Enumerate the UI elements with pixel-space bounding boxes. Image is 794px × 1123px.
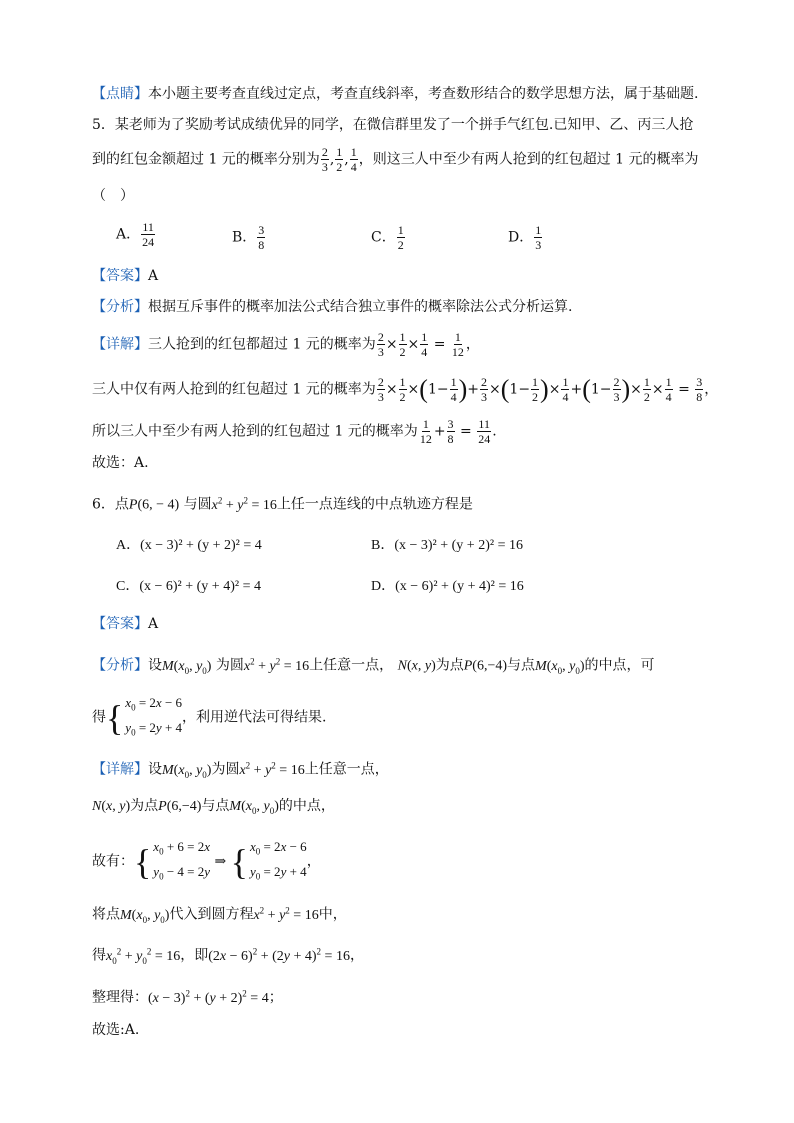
q6-choose: 故选:A. — [92, 1022, 140, 1038]
tag-answer: 【答案】 — [92, 268, 148, 284]
q5-option-b: B． $\frac{3}{8}$ — [232, 223, 265, 252]
q5-option-c: C． $\frac{1}{2}$ — [371, 223, 404, 252]
tag-detail: 【详解】 — [92, 336, 148, 353]
tag-analysis: 【分析】 — [92, 299, 148, 315]
analysis-text: 根据互斥事件的概率加法公式结合独立事件的概率除法公式分析运算. — [148, 299, 573, 315]
q5-detail2: 三人中仅有两人抢到的红包超过 1 元的概率为 $\frac{2}{3}$ × $\frac{1}{2}$ ×(1− $\frac{1}{4}$ )+ $\frac{2}{3}$ ×(1− $\frac{1}{2}$ )× $\frac{1}{4}$ +(1− $\frac{2}{3}$ )× $\frac{1}{2}$ × $\frac{1}{4}$ = $\frac{3}{8}$ ， — [92, 374, 719, 404]
q6-option-c: C．(x − 6)² + (y + 4)² = 4 — [116, 579, 261, 594]
q5-option-a: A． $\frac{11}{24}$ — [116, 220, 155, 249]
q6-option-a: A．(x − 3)² + (y + 2)² = 4 — [116, 538, 262, 553]
tag-dianjing: 【点睛】 — [92, 86, 148, 102]
q6-analysis1: 【分析】设$M(x_0$, $y_0$) 为圆$x^2 + y^2 = 16$上任意一点， N(x, y)为点P(6,−4)与点$M(x_0$, $y_0$)的中点，可 — [92, 656, 655, 676]
q6-detail5: 得$x_0^2 + y_0^2 = 16$，即$(2x - 6)^2 + (2y + 4)^2 = 16$， — [92, 946, 364, 966]
q5-detail1: 【详解】三人抢到的红包都超过 1 元的概率为 $\frac{2}{3}$ × $\frac{1}{2}$ × $\frac{1}{4}$ = $\frac{1}{12}$ ， — [92, 330, 480, 359]
answer-value: A — [148, 268, 159, 284]
q6-answer: 【答案】A — [92, 616, 159, 632]
q6-option-b: B．(x − 3)² + (y + 2)² = 16 — [371, 538, 523, 553]
q5-answer — [92, 266, 702, 286]
q6-detail4: 将点$M(x_0$, $y_0$)代入到圆方程$x^2 + y^2 = 16$中， — [92, 905, 347, 925]
q6-option-d: D．(x − 6)² + (y + 4)² = 16 — [371, 579, 524, 594]
q6-detail6: 整理得：$(x - 3)^2 + (y + 2)^2 = 4$； — [92, 988, 283, 1006]
q5-line2: 到的红包金额超过 1 元的概率分别为 $\frac{2}{3}$ , $\frac{1}{2}$ , $\frac{1}{4}$ ，则这三人中至少有两人抢到的红包超过 1 元的概率为 — [92, 145, 699, 174]
q5-analysis — [92, 297, 702, 317]
q5-choose: 故选：A. — [92, 455, 149, 471]
q5-option-d: D． $\frac{1}{3}$ — [508, 223, 542, 252]
q6-detail3: 故有： { $x_0 + 6 = 2x$ $y_0 - 4 = 2y$ ⇒ { $x_0 = 2x - 6$ $y_0 = 2y + 4$ ， — [92, 839, 321, 882]
q6-analysis2: 得 { $x_0 = 2x - 6$ $y_0 = 2y + 4$ ，利用逆代法可得结果. — [92, 695, 327, 738]
q5-line1: 5．某老师为了奖励考试成绩优异的同学，在微信群里发了一个拼手气红包.已知甲、乙、丙三人抢 — [92, 117, 694, 133]
q5-detail3: 所以三人中至少有两人抢到的红包超过 1 元的概率为 $\frac{1}{12}$ + $\frac{3}{8}$ = $\frac{11}{24}$ . — [92, 417, 497, 446]
q5-paren: （ ） — [92, 188, 134, 204]
q6-detail2: N(x, y)为点P(6,−4)与点$M(x_0$, $y_0$)的中点， — [92, 798, 335, 816]
q5-line2b: ，则这三人中至少有两人抢到的红包超过 1 元的概率为 — [358, 151, 699, 168]
comment-line — [92, 84, 702, 104]
comment-text: 本小题主要考查直线过定点，考查直线斜率，考查数形结合的数学思想方法，属于基础题. — [148, 86, 699, 102]
q6-detail1: 【详解】设$M(x_0$, $y_0$)为圆$x^2 + y^2 = 16$上任意一点， — [92, 760, 389, 780]
q6-line1: 6．点P(6, − 4) 与圆$x^2 + y^2 = 16$上任一点连线的中点轨迹方程是 — [92, 495, 473, 513]
q5-line2a: 到的红包金额超过 1 元的概率分别为 — [92, 151, 320, 168]
